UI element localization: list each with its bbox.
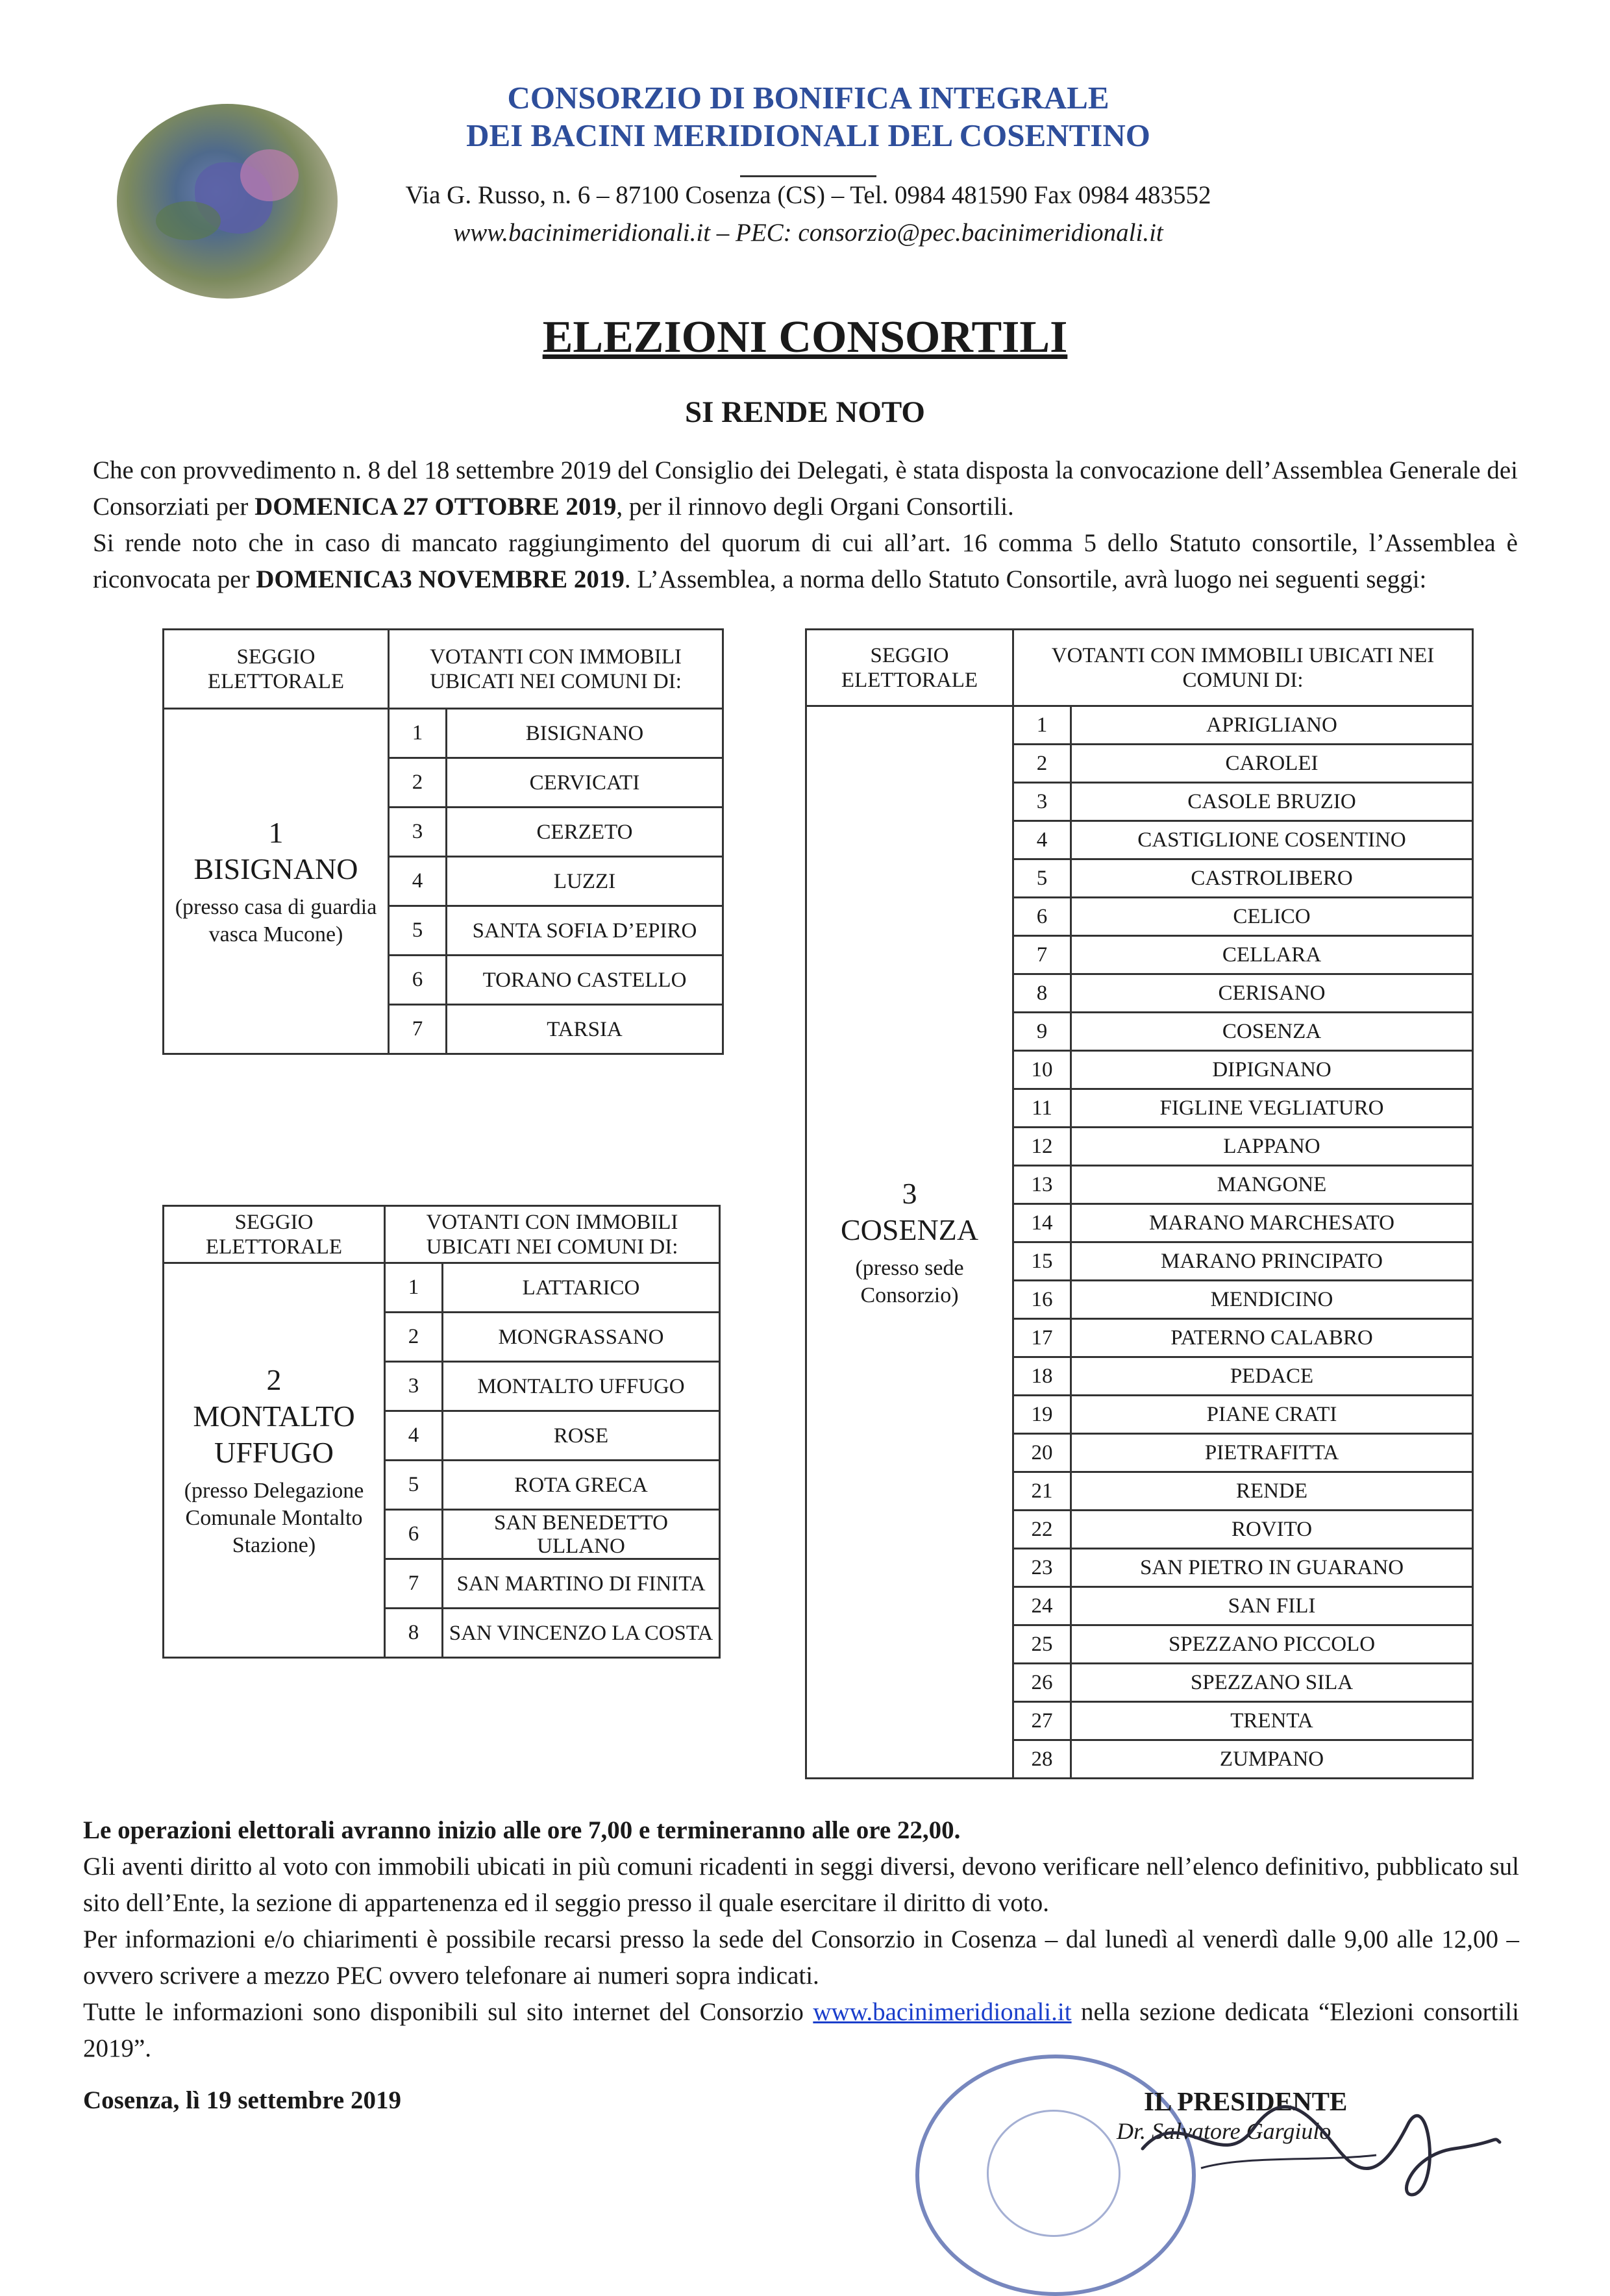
seggio-name: COSENZA bbox=[840, 1213, 979, 1246]
comune-number: 5 bbox=[389, 906, 447, 956]
comune-number: 13 bbox=[1013, 1166, 1071, 1204]
org-name-line1: CONSORZIO DI BONIFICA INTEGRALE bbox=[507, 80, 1109, 116]
comune-name: ROSE bbox=[443, 1411, 720, 1461]
comune-name: SPEZZANO PICCOLO bbox=[1071, 1625, 1473, 1664]
seggio-location: (presso casa di guardia vasca Mucone) bbox=[175, 895, 377, 946]
seggio-number: 1 bbox=[268, 815, 284, 849]
comune-number: 2 bbox=[389, 758, 447, 808]
comune-number: 6 bbox=[389, 956, 447, 1005]
consorzio-stamp-inner bbox=[987, 2110, 1121, 2237]
comune-number: 5 bbox=[385, 1461, 443, 1510]
comune-number: 1 bbox=[1013, 706, 1071, 745]
comune-name: CELICO bbox=[1071, 898, 1473, 936]
comune-name: CELLARA bbox=[1071, 936, 1473, 974]
president-title: IL PRESIDENTE bbox=[1144, 2086, 1348, 2116]
comune-number: 7 bbox=[1013, 936, 1071, 974]
comune-number: 26 bbox=[1013, 1664, 1071, 1702]
comune-name: APRIGLIANO bbox=[1071, 706, 1473, 745]
comune-name: CERVICATI bbox=[447, 758, 723, 808]
comune-name: LUZZI bbox=[447, 857, 723, 906]
comune-number: 6 bbox=[1013, 898, 1071, 936]
website-link[interactable]: www.bacinimeridionali.it bbox=[813, 1998, 1072, 2026]
comune-name: MENDICINO bbox=[1071, 1281, 1473, 1319]
comune-name: SAN PIETRO IN GUARANO bbox=[1071, 1549, 1473, 1587]
president-signature bbox=[1104, 2077, 1506, 2207]
comune-name: PATERNO CALABRO bbox=[1071, 1319, 1473, 1357]
comune-name: MONGRASSANO bbox=[443, 1313, 720, 1362]
comune-name: FIGLINE VEGLIATURO bbox=[1071, 1089, 1473, 1128]
comune-number: 28 bbox=[1013, 1740, 1071, 1779]
comune-number: 24 bbox=[1013, 1587, 1071, 1625]
election-hours: Le operazioni elettorali avranno inizio alle ore 7,00 e termineranno alle ore 22,00. bbox=[83, 1816, 961, 1844]
seggio-number: 3 bbox=[902, 1176, 917, 1210]
comune-name: MANGONE bbox=[1071, 1166, 1473, 1204]
comune-name: SAN BENEDETTO ULLANO bbox=[443, 1510, 720, 1559]
comune-number: 1 bbox=[385, 1263, 443, 1313]
place-date: Cosenza, lì 19 settembre 2019 bbox=[83, 2086, 401, 2114]
comune-name: CAROLEI bbox=[1071, 745, 1473, 783]
comune-name: COSENZA bbox=[1071, 1013, 1473, 1051]
comune-number: 2 bbox=[1013, 745, 1071, 783]
comune-name: CERZETO bbox=[447, 808, 723, 857]
website-notice: Tutte le informazioni sono disponibili sul sito internet del Consorzio www.bacinimeridionali.it nella sezione dedicata “Elezioni consortili 2019”. bbox=[83, 1998, 1519, 2062]
comune-number: 11 bbox=[1013, 1089, 1071, 1128]
comune-name: PIETRAFITTA bbox=[1071, 1434, 1473, 1472]
consorzio-logo bbox=[117, 104, 338, 299]
comune-name: PEDACE bbox=[1071, 1357, 1473, 1396]
comune-number: 9 bbox=[1013, 1013, 1071, 1051]
info-notice: Per informazioni e/o chiarimenti è possibile recarsi presso la sede del Consorzio in Cosenza – dal lunedì al venerdì dalle 9,00 alle 12,00 – ovvero scrivere a mezzo PEC ovvero telefonare ai numeri sopra indicati. bbox=[83, 1925, 1519, 1990]
comune-name: BISIGNANO bbox=[447, 709, 723, 758]
comune-number: 4 bbox=[389, 857, 447, 906]
seggio-cell bbox=[164, 1263, 385, 1658]
seggio-table-2 bbox=[162, 1205, 721, 1659]
comune-number: 7 bbox=[385, 1559, 443, 1609]
seggio-table-3 bbox=[805, 628, 1474, 1779]
seggio-number: 2 bbox=[266, 1363, 282, 1396]
comune-number: 4 bbox=[385, 1411, 443, 1461]
header-seggio: SEGGIO ELETTORALE bbox=[164, 1206, 385, 1263]
multi-comune-notice: Gli aventi diritto al voto con immobili ubicati in più comuni ricadenti in seggi diversi, devono verificare nell’elenco definitivo, pubblicato sul sito dell’Ente, la sezione di appartenenza ed il seggio presso il quale esercitare il diritto di voto. bbox=[83, 1853, 1519, 1917]
comune-number: 27 bbox=[1013, 1702, 1071, 1740]
header-divider bbox=[740, 175, 876, 177]
header-seggio: SEGGIO ELETTORALE bbox=[164, 630, 389, 709]
comune-number: 5 bbox=[1013, 859, 1071, 898]
comune-name: ROVITO bbox=[1071, 1511, 1473, 1549]
comune-number: 7 bbox=[389, 1005, 447, 1054]
comune-number: 17 bbox=[1013, 1319, 1071, 1357]
comune-name: TARSIA bbox=[447, 1005, 723, 1054]
comune-number: 22 bbox=[1013, 1511, 1071, 1549]
comune-name: SPEZZANO SILA bbox=[1071, 1664, 1473, 1702]
page-subtitle: SI RENDE NOTO bbox=[684, 395, 925, 429]
comune-name: CASOLE BRUZIO bbox=[1071, 783, 1473, 821]
comune-name: RENDE bbox=[1071, 1472, 1473, 1511]
header-seggio: SEGGIO ELETTORALE bbox=[806, 630, 1013, 706]
comune-number: 3 bbox=[389, 808, 447, 857]
comune-number: 3 bbox=[385, 1362, 443, 1411]
comune-number: 23 bbox=[1013, 1549, 1071, 1587]
comune-number: 15 bbox=[1013, 1242, 1071, 1281]
comune-name: CASTIGLIONE COSENTINO bbox=[1071, 821, 1473, 859]
seggio-table-1 bbox=[162, 628, 724, 1055]
comune-number: 4 bbox=[1013, 821, 1071, 859]
table-row bbox=[806, 706, 1473, 745]
seggio-location: (presso sede Consorzio) bbox=[855, 1255, 964, 1307]
comune-name: PIANE CRATI bbox=[1071, 1396, 1473, 1434]
comune-number: 2 bbox=[385, 1313, 443, 1362]
comune-number: 16 bbox=[1013, 1281, 1071, 1319]
comune-name: SANTA SOFIA D’EPIRO bbox=[447, 906, 723, 956]
comune-number: 3 bbox=[1013, 783, 1071, 821]
comune-name: MARANO PRINCIPATO bbox=[1071, 1242, 1473, 1281]
header-votanti: VOTANTI CON IMMOBILI UBICATI NEI COMUNI DI: bbox=[389, 630, 723, 709]
comune-number: 12 bbox=[1013, 1128, 1071, 1166]
org-web-pec: www.bacinimeridionali.it – PEC: consorzio@pec.bacinimeridionali.it bbox=[453, 219, 1163, 247]
intro-paragraph-2: Si rende noto che in caso di mancato raggiungimento del quorum di cui all’art. 16 comma 5 dello Statuto consortile, l’Assemblea è riconvocata per DOMENICA3 NOVEMBRE 2019. L’Assemblea, a norma dello Statuto Consortile, avrà luogo nei seguenti seggi: bbox=[93, 529, 1518, 593]
comune-name: SAN MARTINO DI FINITA bbox=[443, 1559, 720, 1609]
president-name: Dr. Salvatore Gargiulo bbox=[1117, 2118, 1331, 2144]
header-votanti: VOTANTI CON IMMOBILI UBICATI NEI COMUNI DI: bbox=[1013, 630, 1473, 706]
comune-name: LATTARICO bbox=[443, 1263, 720, 1313]
org-address: Via G. Russo, n. 6 – 87100 Cosenza (CS) – Tel. 0984 481590 Fax 0984 483552 bbox=[405, 181, 1211, 209]
header-votanti: VOTANTI CON IMMOBILI UBICATI NEI COMUNI DI: bbox=[385, 1206, 720, 1263]
comune-name: MONTALTO UFFUGO bbox=[443, 1362, 720, 1411]
comune-number: 25 bbox=[1013, 1625, 1071, 1664]
comune-name: ZUMPANO bbox=[1071, 1740, 1473, 1779]
seggio-cell bbox=[806, 706, 1013, 1779]
table-row bbox=[164, 1263, 720, 1313]
logo-map-shape bbox=[156, 201, 221, 240]
comune-name: SAN VINCENZO LA COSTA bbox=[443, 1609, 720, 1658]
page-title: ELEZIONI CONSORTILI bbox=[542, 312, 1068, 362]
seggio-name: MONTALTO UFFUGO bbox=[193, 1399, 355, 1469]
comune-number: 8 bbox=[1013, 974, 1071, 1013]
seggio-location: (presso Delegazione Comunale Montalto Stazione) bbox=[184, 1478, 364, 1557]
comune-number: 18 bbox=[1013, 1357, 1071, 1396]
org-name-line2: DEI BACINI MERIDIONALI DEL COSENTINO bbox=[466, 117, 1150, 153]
comune-name: DIPIGNANO bbox=[1071, 1051, 1473, 1089]
comune-name: TRENTA bbox=[1071, 1702, 1473, 1740]
comune-name: MARANO MARCHESATO bbox=[1071, 1204, 1473, 1242]
comune-number: 19 bbox=[1013, 1396, 1071, 1434]
logo-map-shape bbox=[240, 149, 299, 201]
comune-name: LAPPANO bbox=[1071, 1128, 1473, 1166]
comune-number: 6 bbox=[385, 1510, 443, 1559]
comune-number: 14 bbox=[1013, 1204, 1071, 1242]
table-row bbox=[164, 709, 723, 758]
comune-number: 20 bbox=[1013, 1434, 1071, 1472]
comune-number: 8 bbox=[385, 1609, 443, 1658]
comune-name: TORANO CASTELLO bbox=[447, 956, 723, 1005]
seggio-name: BISIGNANO bbox=[193, 852, 358, 885]
comune-number: 1 bbox=[389, 709, 447, 758]
seggio-cell bbox=[164, 709, 389, 1054]
comune-name: CASTROLIBERO bbox=[1071, 859, 1473, 898]
comune-number: 10 bbox=[1013, 1051, 1071, 1089]
comune-name: CERISANO bbox=[1071, 974, 1473, 1013]
intro-paragraph-1: Che con provvedimento n. 8 del 18 settembre 2019 del Consiglio dei Delegati, è stata disposta la convocazione dell’Assemblea Generale dei Consorziati per DOMENICA 27 OTTOBRE 2019, per il rinnovo degli Organi Consortili. bbox=[93, 456, 1518, 521]
comune-name: SAN FILI bbox=[1071, 1587, 1473, 1625]
comune-name: ROTA GRECA bbox=[443, 1461, 720, 1510]
comune-number: 21 bbox=[1013, 1472, 1071, 1511]
